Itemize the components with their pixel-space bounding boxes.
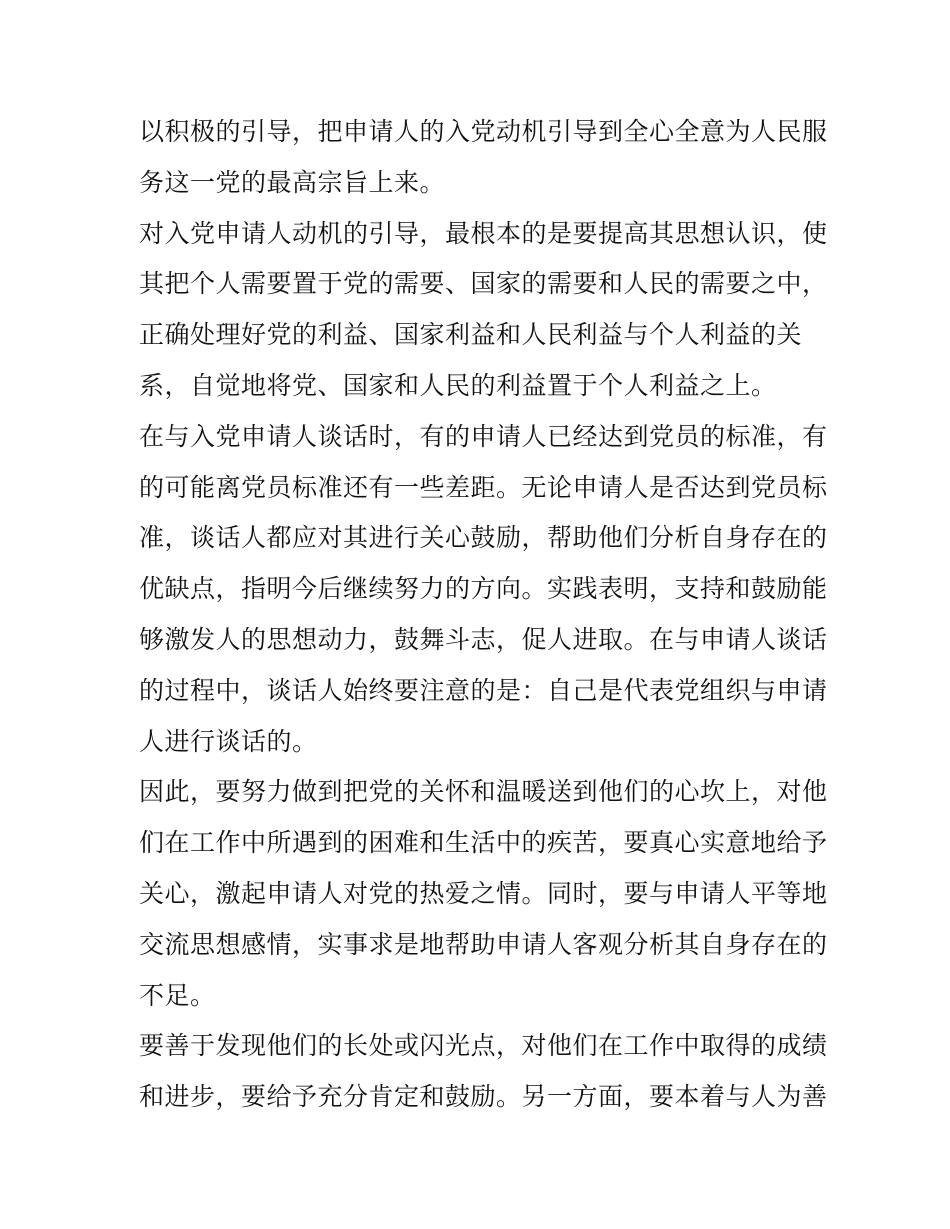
- text-line: 不足。: [139, 980, 216, 1010]
- text-line: 系，自觉地将党、国家和人民的利益置于个人利益之上。: [139, 370, 777, 400]
- text-line: 在与入党申请人谈话时，有的申请人已经达到党员的标准，有: [139, 421, 828, 451]
- text-line: 其把个人需要置于党的需要、国家的需要和人民的需要之中，: [139, 269, 828, 299]
- text-line: 优缺点，指明今后继续努力的方向。实践表明，支持和鼓励能: [139, 574, 828, 604]
- text-line: 因此，要努力做到把党的关怀和温暖送到他们的心坎上，对他: [139, 777, 828, 807]
- text-line: 对入党申请人动机的引导，最根本的是要提高其思想认识，使: [139, 218, 828, 248]
- text-line: 要善于发现他们的长处或闪光点，对他们在工作中取得的成绩: [139, 1031, 828, 1061]
- text-line: 交流思想感情，实事求是地帮助申请人客观分析其自身存在的: [139, 929, 828, 959]
- text-line: 够激发人的思想动力，鼓舞斗志，促人进取。在与申请人谈话: [139, 624, 828, 654]
- document-body: [139, 107, 828, 1123]
- text-line: 以积极的引导，把申请人的入党动机引导到全心全意为人民服: [139, 117, 828, 146]
- text-line: 人进行谈话的。: [139, 726, 318, 756]
- text-line: 的可能离党员标准还有一些差距。无论申请人是否达到党员标: [139, 472, 828, 502]
- text-line: 正确处理好党的利益、国家利益和人民利益与个人利益的关: [139, 320, 803, 350]
- text-line: 的过程中，谈话人始终要注意的是：自己是代表党组织与申请: [139, 675, 828, 705]
- text-line: 关心，激起申请人对党的热爱之情。同时，要与申请人平等地: [139, 878, 828, 908]
- text-line: 务这一党的最高宗旨上来。: [139, 167, 446, 197]
- text-line: 和进步，要给予充分肯定和鼓励。另一方面，要本着与人为善: [139, 1082, 828, 1112]
- text-line: 准，谈话人都应对其进行关心鼓励，帮助他们分析自身存在的: [139, 523, 828, 553]
- text-line: 们在工作中所遇到的困难和生活中的疾苦，要真心实意地给予: [139, 828, 828, 858]
